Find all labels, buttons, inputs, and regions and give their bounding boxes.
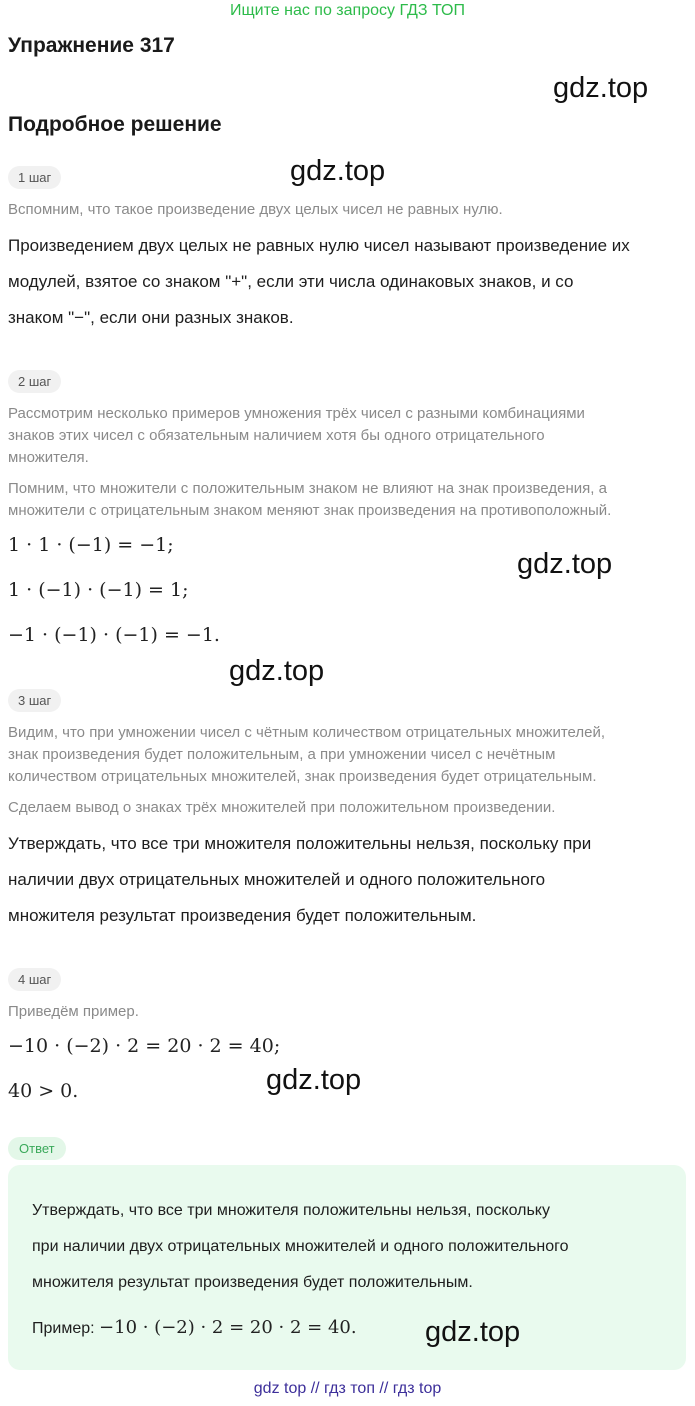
formula: −1 · (−1) · (−1) = −1. <box>8 624 220 646</box>
step-2-hint-2 <box>8 478 611 522</box>
step-1-badge: 1 шаг <box>8 166 61 189</box>
text-line: при наличии двух отрицательных множителей и одного положительного <box>32 1238 569 1255</box>
answer-badge: Ответ <box>8 1137 66 1160</box>
text-line: множителя. <box>8 449 89 466</box>
formula: 40 > 0. <box>8 1080 79 1102</box>
example-formula: −10 · (−2) · 2 = 20 · 2 = 40. <box>99 1317 357 1338</box>
text-line: Видим, что при умножении чисел с чётным количеством отрицательных множителей, <box>8 724 606 741</box>
text-line: количеством отрицательных множителей, знак произведения будет отрицательным. <box>8 768 597 785</box>
watermark: gdz.top <box>517 548 613 580</box>
text-line: наличии двух отрицательных множителей и одного положительного <box>8 870 546 889</box>
text-line: Произведением двух целых не равных нулю чисел называют произведение их <box>8 236 630 255</box>
step-3-badge: 3 шаг <box>8 689 61 712</box>
formula: 1 · 1 · (−1) = −1; <box>8 534 174 556</box>
text-line: Утверждать, что все три множителя положительны нельзя, поскольку <box>32 1202 550 1219</box>
text-line: знак произведения будет положительным, а при умножении чисел с нечётным <box>8 746 556 763</box>
step-3-hint <box>8 722 605 788</box>
text-line: Рассмотрим несколько примеров умножения трёх чисел с разными комбинациями <box>8 405 585 422</box>
step-4-badge: 4 шаг <box>8 968 61 991</box>
watermark: gdz.top <box>425 1316 521 1348</box>
exercise-title: Упражнение 317 <box>8 34 175 57</box>
text-line: Утверждать, что все три множителя положительны нельзя, поскольку при <box>8 834 592 853</box>
watermark: gdz.top <box>229 655 325 687</box>
watermark: gdz.top <box>553 72 649 104</box>
step-1-hint: Вспомним, что такое произведение двух целых чисел не равных нулю. <box>8 201 503 218</box>
search-banner[interactable]: Ищите нас по запросу ГДЗ ТОП <box>230 2 465 19</box>
text-line: знаком "−", если они разных знаков. <box>8 308 294 327</box>
step-2-hint <box>8 403 585 469</box>
watermark: gdz.top <box>290 155 386 187</box>
answer-example <box>32 1310 357 1347</box>
watermark: gdz.top <box>266 1064 362 1096</box>
formula: −10 · (−2) · 2 = 20 · 2 = 40; <box>8 1035 281 1057</box>
section-title: Подробное решение <box>8 113 222 136</box>
text-line: Помним, что множители с положительным знаком не влияют на знак произведения, а <box>8 480 607 497</box>
step-2-badge: 2 шаг <box>8 370 61 393</box>
formula: 1 · (−1) · (−1) = 1; <box>8 579 189 601</box>
answer-text <box>32 1193 568 1301</box>
footer-links[interactable]: gdz top // гдз топ // гдз top <box>253 1380 442 1397</box>
example-label: Пример: <box>32 1320 95 1337</box>
text-line: множители с отрицательным знаком меняют знак произведения на противоположный. <box>8 502 612 519</box>
text-line: множителя результат произведения будет положительным. <box>32 1274 473 1291</box>
text-line: модулей, взятое со знаком "+", если эти числа одинаковых знаков, и со <box>8 272 574 291</box>
text-line: знаков этих чисел с обязательным наличием хотя бы одного отрицательного <box>8 427 545 444</box>
step-3-hint-2: Сделаем вывод о знаках трёх множителей при положительном произведении. <box>8 799 556 816</box>
step-3-text <box>8 826 591 934</box>
step-4-hint: Приведём пример. <box>8 1003 139 1020</box>
text-line: множителя результат произведения будет положительным. <box>8 906 477 925</box>
step-1-text <box>8 228 630 336</box>
